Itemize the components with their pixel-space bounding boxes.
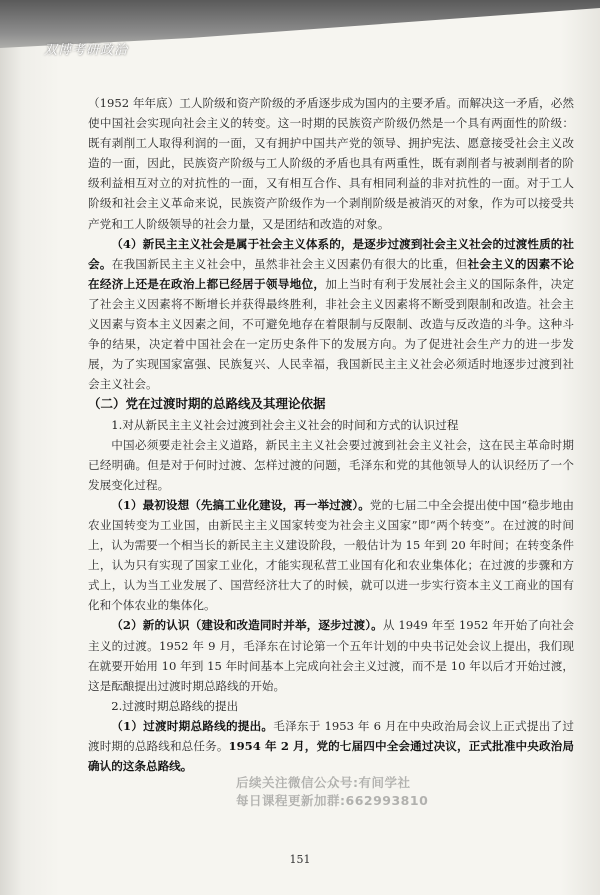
paragraph-6 <box>88 716 574 776</box>
subsection-2-heading: 2.过渡时期总路线的提出 <box>111 698 239 713</box>
paragraph-2-bold-2: 社会主义的因素不论在经济上还是在政治上都已经居于领导地位， <box>88 256 574 291</box>
section-2-heading: （二）党在过渡时期的总路线及其理论依据 <box>88 396 326 412</box>
paragraph-2 <box>88 234 574 395</box>
watermark-line-1: 后续关注微信公众号:有间学社 <box>236 775 411 790</box>
paragraph-5-text: 从 1949 年至 1952 年开始了向社会主义的过渡。1952 年 9 月，毛泽东在讨论第一个五年计划的中央书记处会议上提出，我们现在就要开始用 10 年到 15 年时间基本上完成向社会主义过渡，而不是 10 年以后才开始过渡，这是酝酿提出过渡时期总路线的开始。 <box>88 618 574 693</box>
paragraph-5-bold: （2）新的认识（建设和改造同时并举，逐步过渡）。 <box>111 618 383 633</box>
page-number: 151 <box>289 853 311 866</box>
paragraph-6-text: 毛泽东于 1953 年 6 月在中央政治局会议上正式提出了过渡时期的总路线和总任务。 <box>88 718 574 753</box>
paragraph-2-text-b: 加上当时有利于发展社会主义的国际条件，决定了社会主义因素将不断增长并获得最终胜利，非社会主义因素将不断受到限制和改造。社会主义因素与资本主义因素之间，不可避免地存在着限制与反限制、改造与反改造的斗争。这种斗争的结果，决定着中国社会在一定历史条件下的发展方向。为了促进社会生产力的进一步发展，为了实现国家富强、民族复兴、人民幸福，我国新民主主义社会必须适时地逐步过渡到社会主义社会。 <box>88 276 574 392</box>
paragraph-1: （1952 年年底）工人阶级和资产阶级的矛盾逐步成为国内的主要矛盾。而解决这一矛盾，必然使中国社会实现向社会主义的转变。这一时期的民族资产阶级仍然是一个具有两面性的阶级：既有剥削工人取得利润的一面，又有拥护中国共产党的领导、拥护宪法、愿意接受社会主义改造的一面，因此，民族资产阶级与工人阶级的矛盾也具有两重性，既有剥削者与被剥削者的阶级利益相互对立的对抗性的一面，又有相互合作、具有相同利益的非对抗性的一面。对于工人阶级和社会主义革命来说，民族资产阶级作为一个剥削阶级是被消灭的对象，作为可以接受共产党和工人阶级领导的社会力量，又是团结和改造的对象。 <box>88 96 574 231</box>
subsection-1-heading: 1.对从新民主主义社会过渡到社会主义社会的时间和方式的认识过程 <box>111 417 459 432</box>
paragraph-4-text: 党的七届二中全会提出使中国“稳步地由农业国转变为工业国，由新民主主义国家转变为社会主义国家”即“两个转变”。在过渡的时间上，认为需要一个相当长的新民主主义建设阶段，一般估计为 15 年到 20 年时间；在转变条件上，认为只有实现了国家工业化，才能实现私营工业国有化和农业集体化；在过渡的步骤和方式上，认为当工业发展了、国营经济壮大了的时候，就可以进一步实行资本主义工商业的国有化和个体农业的集体化。 <box>88 497 574 613</box>
paragraph-2-bold: （4）新民主主义社会是属于社会主义体系的，是逐步过渡到社会主义社会的过渡性质的社会。 <box>88 236 574 271</box>
paragraph-4-bold: （1）最初设想（先搞工业化建设，再一举过渡）。 <box>111 497 370 512</box>
paragraph-4 <box>88 495 574 616</box>
paragraph-6-bold-2: 1954 年 2 月，党的七届四中全会通过决议，正式批准中央政治局确认的这条总路线。 <box>88 739 574 774</box>
paragraph-2-text-a: 在我国新民主主义社会中，虽然非社会主义因素仍有很大的比重，但 <box>111 256 468 271</box>
paragraph-6-bold: （1）过渡时期总路线的提出。 <box>111 718 274 733</box>
header-logo: 双博考研政治 <box>44 43 129 58</box>
watermark-line-2: 每日课程更新加群:662993810 <box>236 793 429 808</box>
paragraph-3: 中国必须要走社会主义道路，新民主主义社会要过渡到社会主义社会，这在民主革命时期已经明确。但是对于何时过渡、怎样过渡的问题，毛泽东和党的其他领导人的认识经历了一个发展变化过程。 <box>88 437 574 492</box>
page-content <box>88 93 574 776</box>
watermark-text <box>236 774 446 810</box>
paragraph-5 <box>88 615 574 695</box>
